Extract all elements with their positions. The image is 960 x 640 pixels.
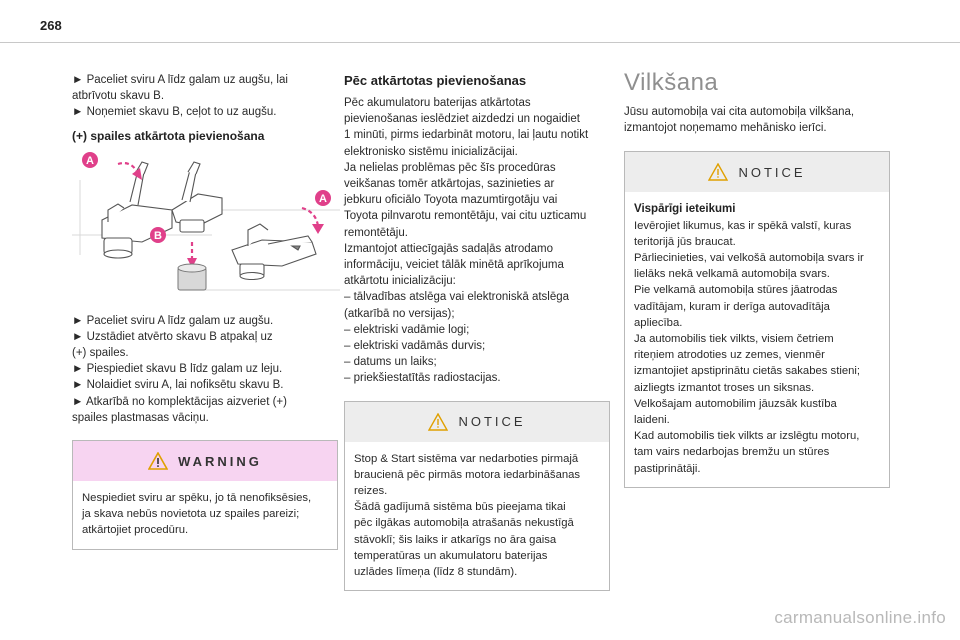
towing-notice-box [624, 151, 890, 487]
steps-list [72, 313, 340, 426]
notice-header [345, 402, 609, 442]
body-line: elektronisko sistēmu inicializācijai. [344, 145, 518, 158]
notice-line: izmantojiet apstiprinātu cietās sakabes stieni; [634, 365, 861, 378]
body-line: remontētāju. [344, 226, 408, 239]
step-line: ► Uzstādiet atvērto skavu B atpakaļ uz [72, 330, 273, 343]
warning-body [73, 481, 337, 549]
notice-line: Ja automobilis tiek vilkts, visiem četriem [634, 333, 834, 346]
intro-text [72, 72, 340, 121]
notice-line: aizliegts izmantot troses un siksnas. [634, 381, 815, 394]
page-number: 268 [40, 18, 62, 33]
terminal-clamp-illustration [72, 150, 340, 305]
step-line: spailes plastmasas vāciņu. [72, 411, 209, 424]
warning-triangle-icon [148, 452, 168, 470]
list-item: – elektriski vadāmie logi; [344, 323, 470, 336]
notice-line: Velkošajam automobilim jāuzsāk kustība [634, 397, 837, 410]
body-line: informāciju, veiciet tālāk minētā aprīkojuma [344, 259, 564, 272]
step-line: ► Paceliet sviru A līdz galam uz augšu. [72, 314, 274, 327]
notice-line: Kad automobilis tiek vilkts ar izslēgtu motoru, [634, 430, 860, 443]
notice-line: braucienā pēc pirmās motora iedarbināšanas [354, 468, 581, 481]
notice-line: riteņiem atrodoties uz zemes, vienmēr [634, 349, 825, 362]
reconnect-subheading: (+) spailes atkārtota pievienošana [72, 128, 265, 143]
intro-line: ► Paceliet sviru A līdz galam uz augšu, lai [72, 74, 288, 86]
notice-line: pēc ilgākas automobiļa atrašanās nekustīgā [354, 517, 574, 530]
notice-body [625, 192, 889, 486]
after-reconnect-text [344, 95, 612, 387]
intro-line: izmantojot noņemamo mehānisko ierīci. [624, 122, 827, 135]
chapter-title: Vilkšana [624, 69, 719, 96]
column-after-reconnect [344, 72, 612, 591]
body-line: Ja nelielas problēmas pēc šīs procedūras [344, 161, 556, 174]
notice-line: apliecība. [634, 316, 683, 329]
notice-line: Pie velkamā automobiļa stūres jāatrodas [634, 284, 838, 297]
list-item: (atkarībā no versijas); [344, 307, 455, 320]
notice-line: lielāks nekā velkamā automobiļa svars. [634, 268, 830, 281]
notice-line: stāvoklī; šis laiks ir atkarīgs no āra gaisa [354, 533, 557, 546]
header-divider [0, 42, 960, 43]
intro-line: ► Noņemiet skavu B, ceļot to uz augšu. [72, 106, 277, 119]
towing-intro [624, 104, 892, 136]
intro-line: Jūsu automobiļa vai cita automobiļa vilkšana, [624, 106, 855, 118]
notice-line: Šādā gadījumā sistēma būs pieejama tikai [354, 501, 566, 514]
notice-line: teritorijā jūs braucat. [634, 235, 736, 248]
step-line: ► Atkarībā no komplektācijas aizveriet (+) [72, 395, 287, 408]
notice-line: Pārliecinieties, vai velkošā automobiļa svars ir [634, 252, 864, 265]
notice-line: pastiprinātāji. [634, 462, 701, 475]
notice-heading: Vispārīgi ieteikumi [634, 203, 736, 216]
warning-box [72, 440, 338, 550]
notice-line: laideni. [634, 414, 670, 427]
warning-label: WARNING [178, 453, 262, 469]
notice-line: tam vairs nedarbojas bremžu un stūres [634, 446, 830, 459]
clamp-diagram [72, 150, 340, 305]
notice-line: uzlādes līmeņa (līdz 8 stundām). [354, 566, 518, 579]
warning-line: ja skava nebūs novietota uz spailes pareizi; [82, 508, 300, 521]
notice-header [625, 152, 889, 192]
body-line: veikšanas tomēr atkārtojas, sazinieties ar [344, 178, 555, 191]
callout-a2-label: A [319, 192, 327, 205]
list-item: – datums un laiks; [344, 356, 437, 369]
notice-box [344, 401, 610, 592]
list-item: – priekšiestatītās radiostacijas. [344, 372, 501, 385]
warning-header [73, 441, 337, 481]
watermark: carmanualsonline.info [774, 608, 946, 627]
list-item: – elektriski vadāmās durvis; [344, 340, 486, 353]
notice-line: vadītājam, kuram ir derīga autovadītāja [634, 300, 830, 313]
column-towing [624, 68, 892, 488]
notice-body [345, 442, 609, 591]
column-battery-reconnect [72, 72, 340, 550]
step-line: ► Nolaidiet sviru A, lai nofiksētu skavu B. [72, 379, 284, 392]
notice-line: Ievērojiet likumus, kas ir spēkā valstī, kuras [634, 219, 852, 232]
notice-triangle-icon [708, 163, 728, 181]
notice-label: NOTICE [458, 414, 526, 430]
step-line: ► Piespiediet skavu B līdz galam uz leju. [72, 363, 283, 376]
warning-line: Nespiediet sviru ar spēku, jo tā nenofiksēsies, [82, 492, 312, 505]
callout-b-label: B [154, 229, 162, 242]
body-line: Izmantojot attiecīgajās sadaļās atrodamo [344, 242, 554, 255]
notice-triangle-icon [428, 413, 448, 431]
body-line: Pēc akumulatoru baterijas atkārtotas [344, 97, 531, 109]
notice-line: temperatūras un akumulatoru baterijas [354, 549, 548, 562]
list-item: – tālvadības atslēga vai elektroniskā atslēga [344, 291, 570, 304]
body-line: atkārtotu inicializāciju: [344, 275, 456, 288]
notice-line: reizes. [354, 485, 388, 498]
callout-a-label: A [86, 154, 94, 167]
body-line: Toyota pilnvarotu remontētāju, vai citu uzticamu [344, 210, 587, 223]
step-line: (+) spailes. [72, 347, 129, 360]
body-line: jebkuru oficiālo Toyota mazumtirgotāju vai [344, 194, 558, 207]
body-line: pievienošanas ieslēdziet aizdedzi un nogaidiet [344, 113, 580, 126]
intro-line: atbrīvotu skavu B. [72, 90, 165, 103]
warning-line: atkārtojiet procedūru. [82, 524, 189, 537]
notice-line: Stop & Start sistēma var nedarboties pirmajā [354, 452, 579, 465]
section-title: Pēc atkārtotas pievienošanas [344, 73, 527, 88]
body-line: 1 minūti, pirms iedarbināt motoru, lai ļautu notikt [344, 129, 589, 142]
notice-label: NOTICE [738, 164, 806, 180]
